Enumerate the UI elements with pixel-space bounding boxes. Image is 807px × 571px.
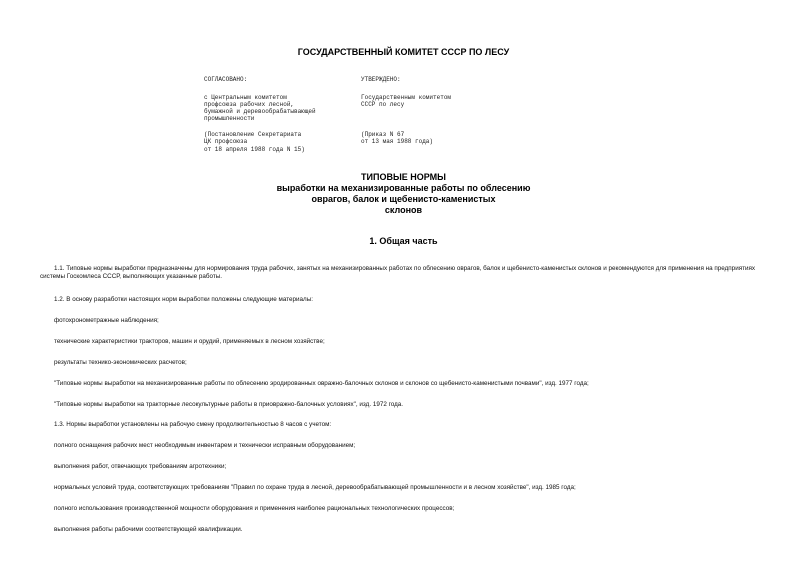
list-item-capacity: полного использования производственной мощности оборудования и применения наиболее рациональных технологических процессов; <box>54 505 455 512</box>
list-item-labor-conditions: нормальных условий труда, соответствующих требованиям "Правил по охране труда в лесной, деревообрабатывающей промышленности и в лесном хозяйстве", изд. 1985 года; <box>54 484 576 491</box>
list-item-equipment: полного оснащения рабочих мест необходимым инвентарем и технически исправным оборудованием; <box>54 442 356 449</box>
list-item-norms-1972: "Типовые нормы выработки на тракторные лесокультурные работы в приовражно-балочных условиях", изд. 1972 года. <box>54 401 404 408</box>
agreed-org-line-3: бумажной и деревообрабатывающей <box>204 108 316 115</box>
agreed-org-line-1: с Центральным комитетом <box>204 94 287 101</box>
list-item-norms-1977: "Типовые нормы выработки на механизированные работы по облесению эродированных овражно-балочных склонов и склонов со щебенисто-каменистыми почвами", изд. 1977 года; <box>54 380 589 387</box>
agreed-org-line-4: промышленности <box>204 115 255 122</box>
approved-ref-line-1: (Приказ N 67 <box>361 131 405 138</box>
agreed-org-line-2: профсоюза рабочих лесной, <box>204 101 295 108</box>
approved-title: УТВЕРЖДЕНО: <box>361 76 401 83</box>
doc-title-line-3: оврагов, балок и щебенисто-каменистых <box>311 194 496 204</box>
doc-title-line-1: ТИПОВЫЕ НОРМЫ <box>361 172 446 182</box>
list-item-agrotech: выполнения работ, отвечающих требованиям агротехники; <box>54 463 227 470</box>
approved-org-line-2: СССР по лесу <box>361 101 405 108</box>
approved-ref-line-2: от 13 мая 1988 года) <box>361 138 434 145</box>
committee-heading: ГОСУДАРСТВЕННЫЙ КОМИТЕТ СССР ПО ЛЕСУ <box>297 47 510 57</box>
list-item-qualification: выполнения работы рабочими соответствующей квалификации. <box>54 526 243 533</box>
agreed-ref-line-1: (Постановление Секретариата <box>204 131 302 138</box>
paragraph-1-1: 1.1. Типовые нормы выработки предназначены для нормирования труда рабочих, занятых на механизированных работах по облесению оврагов, балок и щебенисто-каменистых склонов и рекомендуются для применения на предприятиях системы Госкомлеса СССР, выполняющих указанные работы. <box>40 265 756 280</box>
agreed-ref-line-3: от 18 апреля 1988 года N 15) <box>204 146 305 153</box>
doc-title-line-4: склонов <box>384 205 423 215</box>
section-title: 1. Общая часть <box>369 236 438 246</box>
list-item-tech-specs: технические характеристики тракторов, машин и орудий, применяемых в лесном хозяйстве; <box>54 338 325 345</box>
agreed-title: СОГЛАСОВАНО: <box>204 76 248 83</box>
list-item-photochrono: фотохронометражные наблюдения; <box>54 317 159 324</box>
list-item-calc-results: результаты технико-экономических расчетов; <box>54 359 187 366</box>
paragraph-1-3: 1.3. Нормы выработки установлены на рабочую смену продолжительностью 8 часов с учетом: <box>54 421 332 428</box>
doc-title-line-2: выработки на механизированные работы по облесению <box>276 183 531 193</box>
approved-org-line-1: Государственным комитетом <box>361 94 452 101</box>
agreed-ref-line-2: ЦК профсоюза <box>204 138 248 145</box>
paragraph-1-2: 1.2. В основу разработки настоящих норм выработки положены следующие материалы: <box>54 296 313 303</box>
